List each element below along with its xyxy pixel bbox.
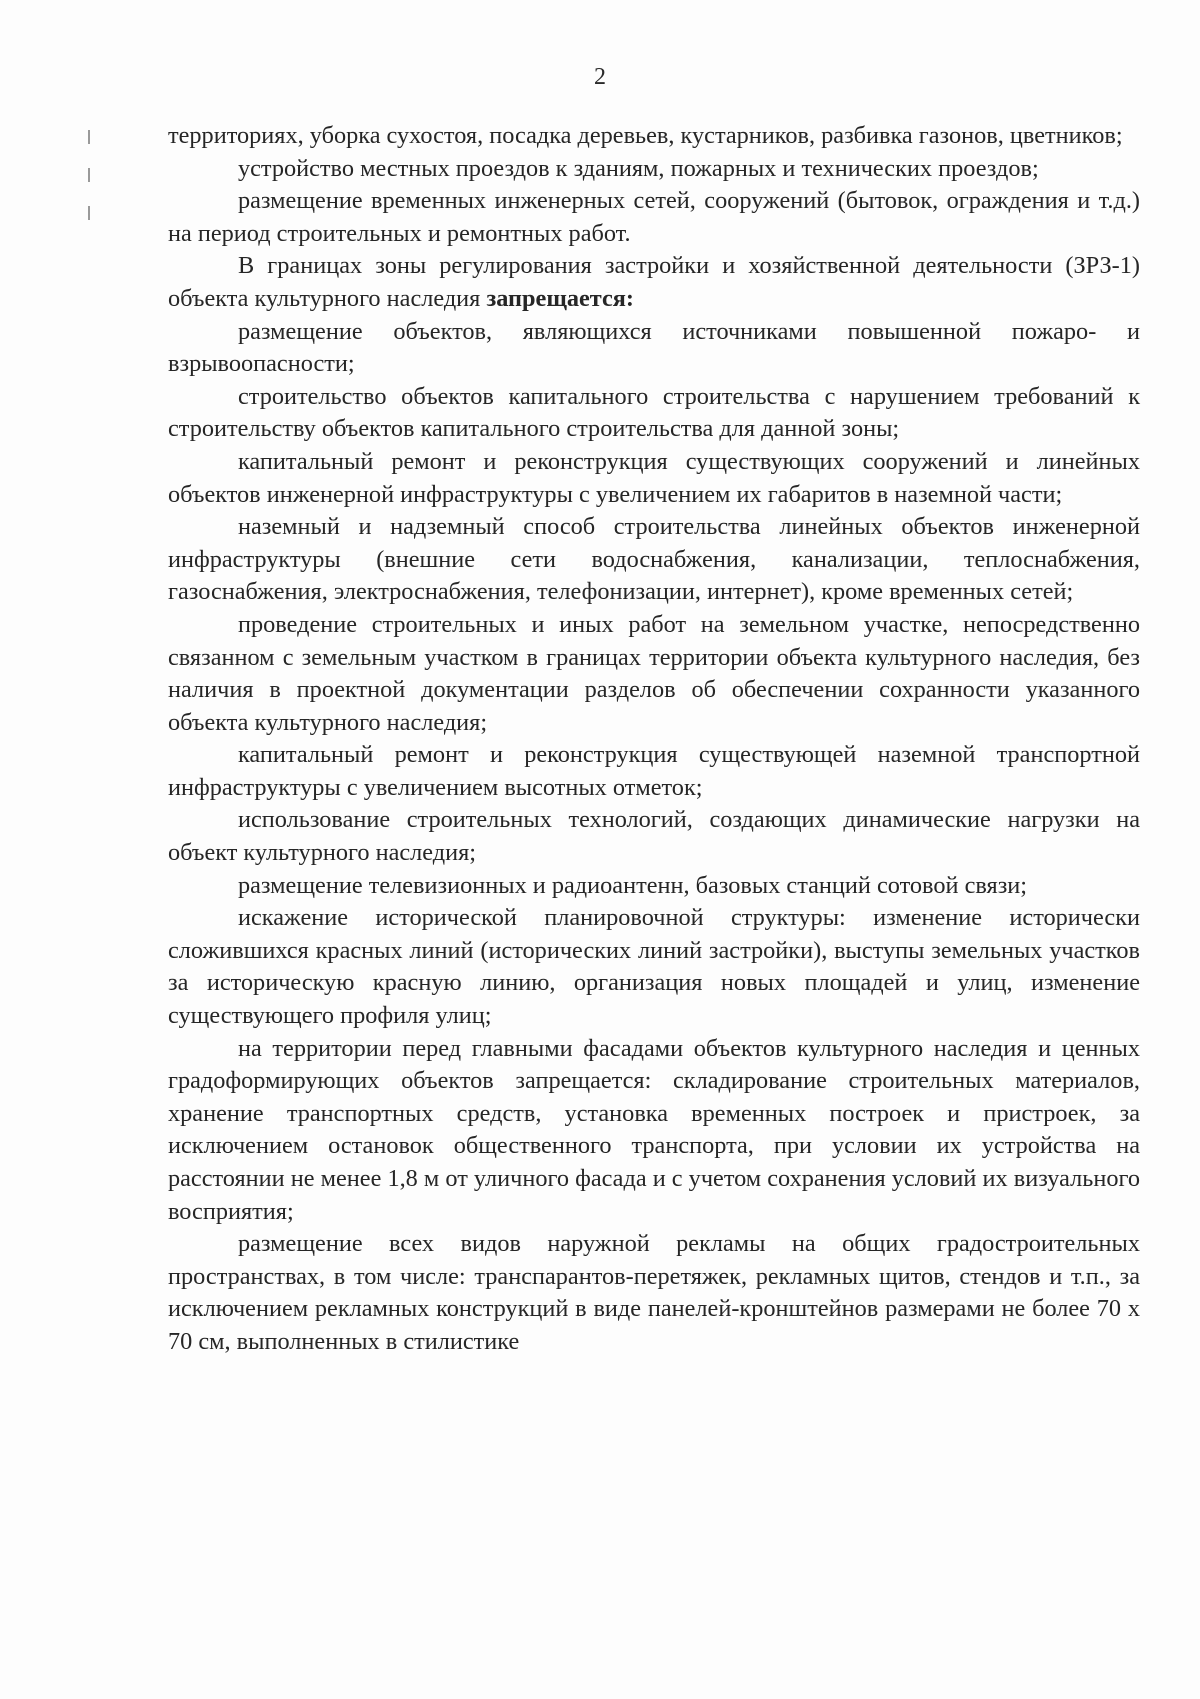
paragraph: на территории перед главными фасадами объектов культурного наследия и ценных градоформирующих объектов запрещается: складирование строительных материалов, хранение транспортных средств, установка временных построек и пристроек, за исключением остановок общественного транспорта, при условии их устройства на расстоянии не менее 1,8 м от уличного фасада и с учетом сохранения условий их визуального восприятия; — [168, 1034, 1140, 1225]
paragraph: размещение объектов, являющихся источниками повышенной пожаро- и взрывоопасности; — [168, 317, 1140, 378]
document-body — [168, 120, 1140, 1359]
paragraph-prohibited-heading — [168, 250, 1140, 315]
binding-mark — [88, 206, 90, 220]
paragraph: капитальный ремонт и реконструкция существующих сооружений и линейных объектов инженерной инфраструктуры с увеличением их габаритов в наземной части; — [168, 447, 1140, 508]
binding-mark — [88, 130, 90, 144]
paragraph: устройство местных проездов к зданиям, пожарных и технических проездов; — [238, 154, 1039, 182]
binding-marks — [88, 130, 91, 244]
paragraph: размещение всех видов наружной рекламы на общих градостроительных пространствах, в том числе: транспарантов-перетяжек, рекламных щитов, стендов и т.п., за исключением рекламных конструкций в виде панелей-кронштейнов размерами не более 70 х 70 см, выполненных в стилистике — [168, 1230, 1140, 1355]
paragraph: размещение телевизионных и радиоантенн, базовых станций сотовой связи; — [238, 871, 1028, 899]
paragraph: использование строительных технологий, создающих динамические нагрузки на объект культурного наследия; — [168, 806, 1140, 867]
page-number: 2 — [594, 64, 606, 90]
prohibited-keyword: запрещается: — [486, 284, 635, 312]
paragraph-text: В границах зоны регулирования застройки и хозяйственной деятельности (ЗРЗ-1) объекта культурного наследия — [168, 252, 1140, 312]
paragraph: территориях, уборка сухостоя, посадка деревьев, кустарников, разбивка газонов, цветников; — [168, 122, 1123, 149]
paragraph: наземный и надземный способ строительства линейных объектов инженерной инфраструктуры (внешние сети водоснабжения, канализации, теплоснабжения, газоснабжения, электроснабжения, телефонизации, интернет), кроме временных сетей; — [168, 513, 1140, 606]
paragraph: проведение строительных и иных работ на земельном участке, непосредственно связанном с земельным участком в границах территории объекта культурного наследия, без наличия в проектной документации разделов об обеспечении сохранности указанного объекта культурного наследия; — [168, 610, 1140, 736]
paragraph: капитальный ремонт и реконструкция существующей наземной транспортной инфраструктуры с увеличением высотных отметок; — [168, 741, 1140, 801]
paragraph: искажение исторической планировочной структуры: изменение исторически сложившихся красных линий (исторических линий застройки), выступы земельных участков за историческую красную линию, организация новых площадей и улиц, изменение существующего профиля улиц; — [168, 904, 1140, 1030]
binding-mark — [88, 168, 90, 182]
paragraph: размещение временных инженерных сетей, сооружений (бытовок, ограждения и т.д.) на период строительных и ремонтных работ. — [168, 187, 1140, 247]
paragraph: строительство объектов капитального строительства с нарушением требований к строительству объектов капитального строительства для данной зоны; — [168, 382, 1140, 443]
